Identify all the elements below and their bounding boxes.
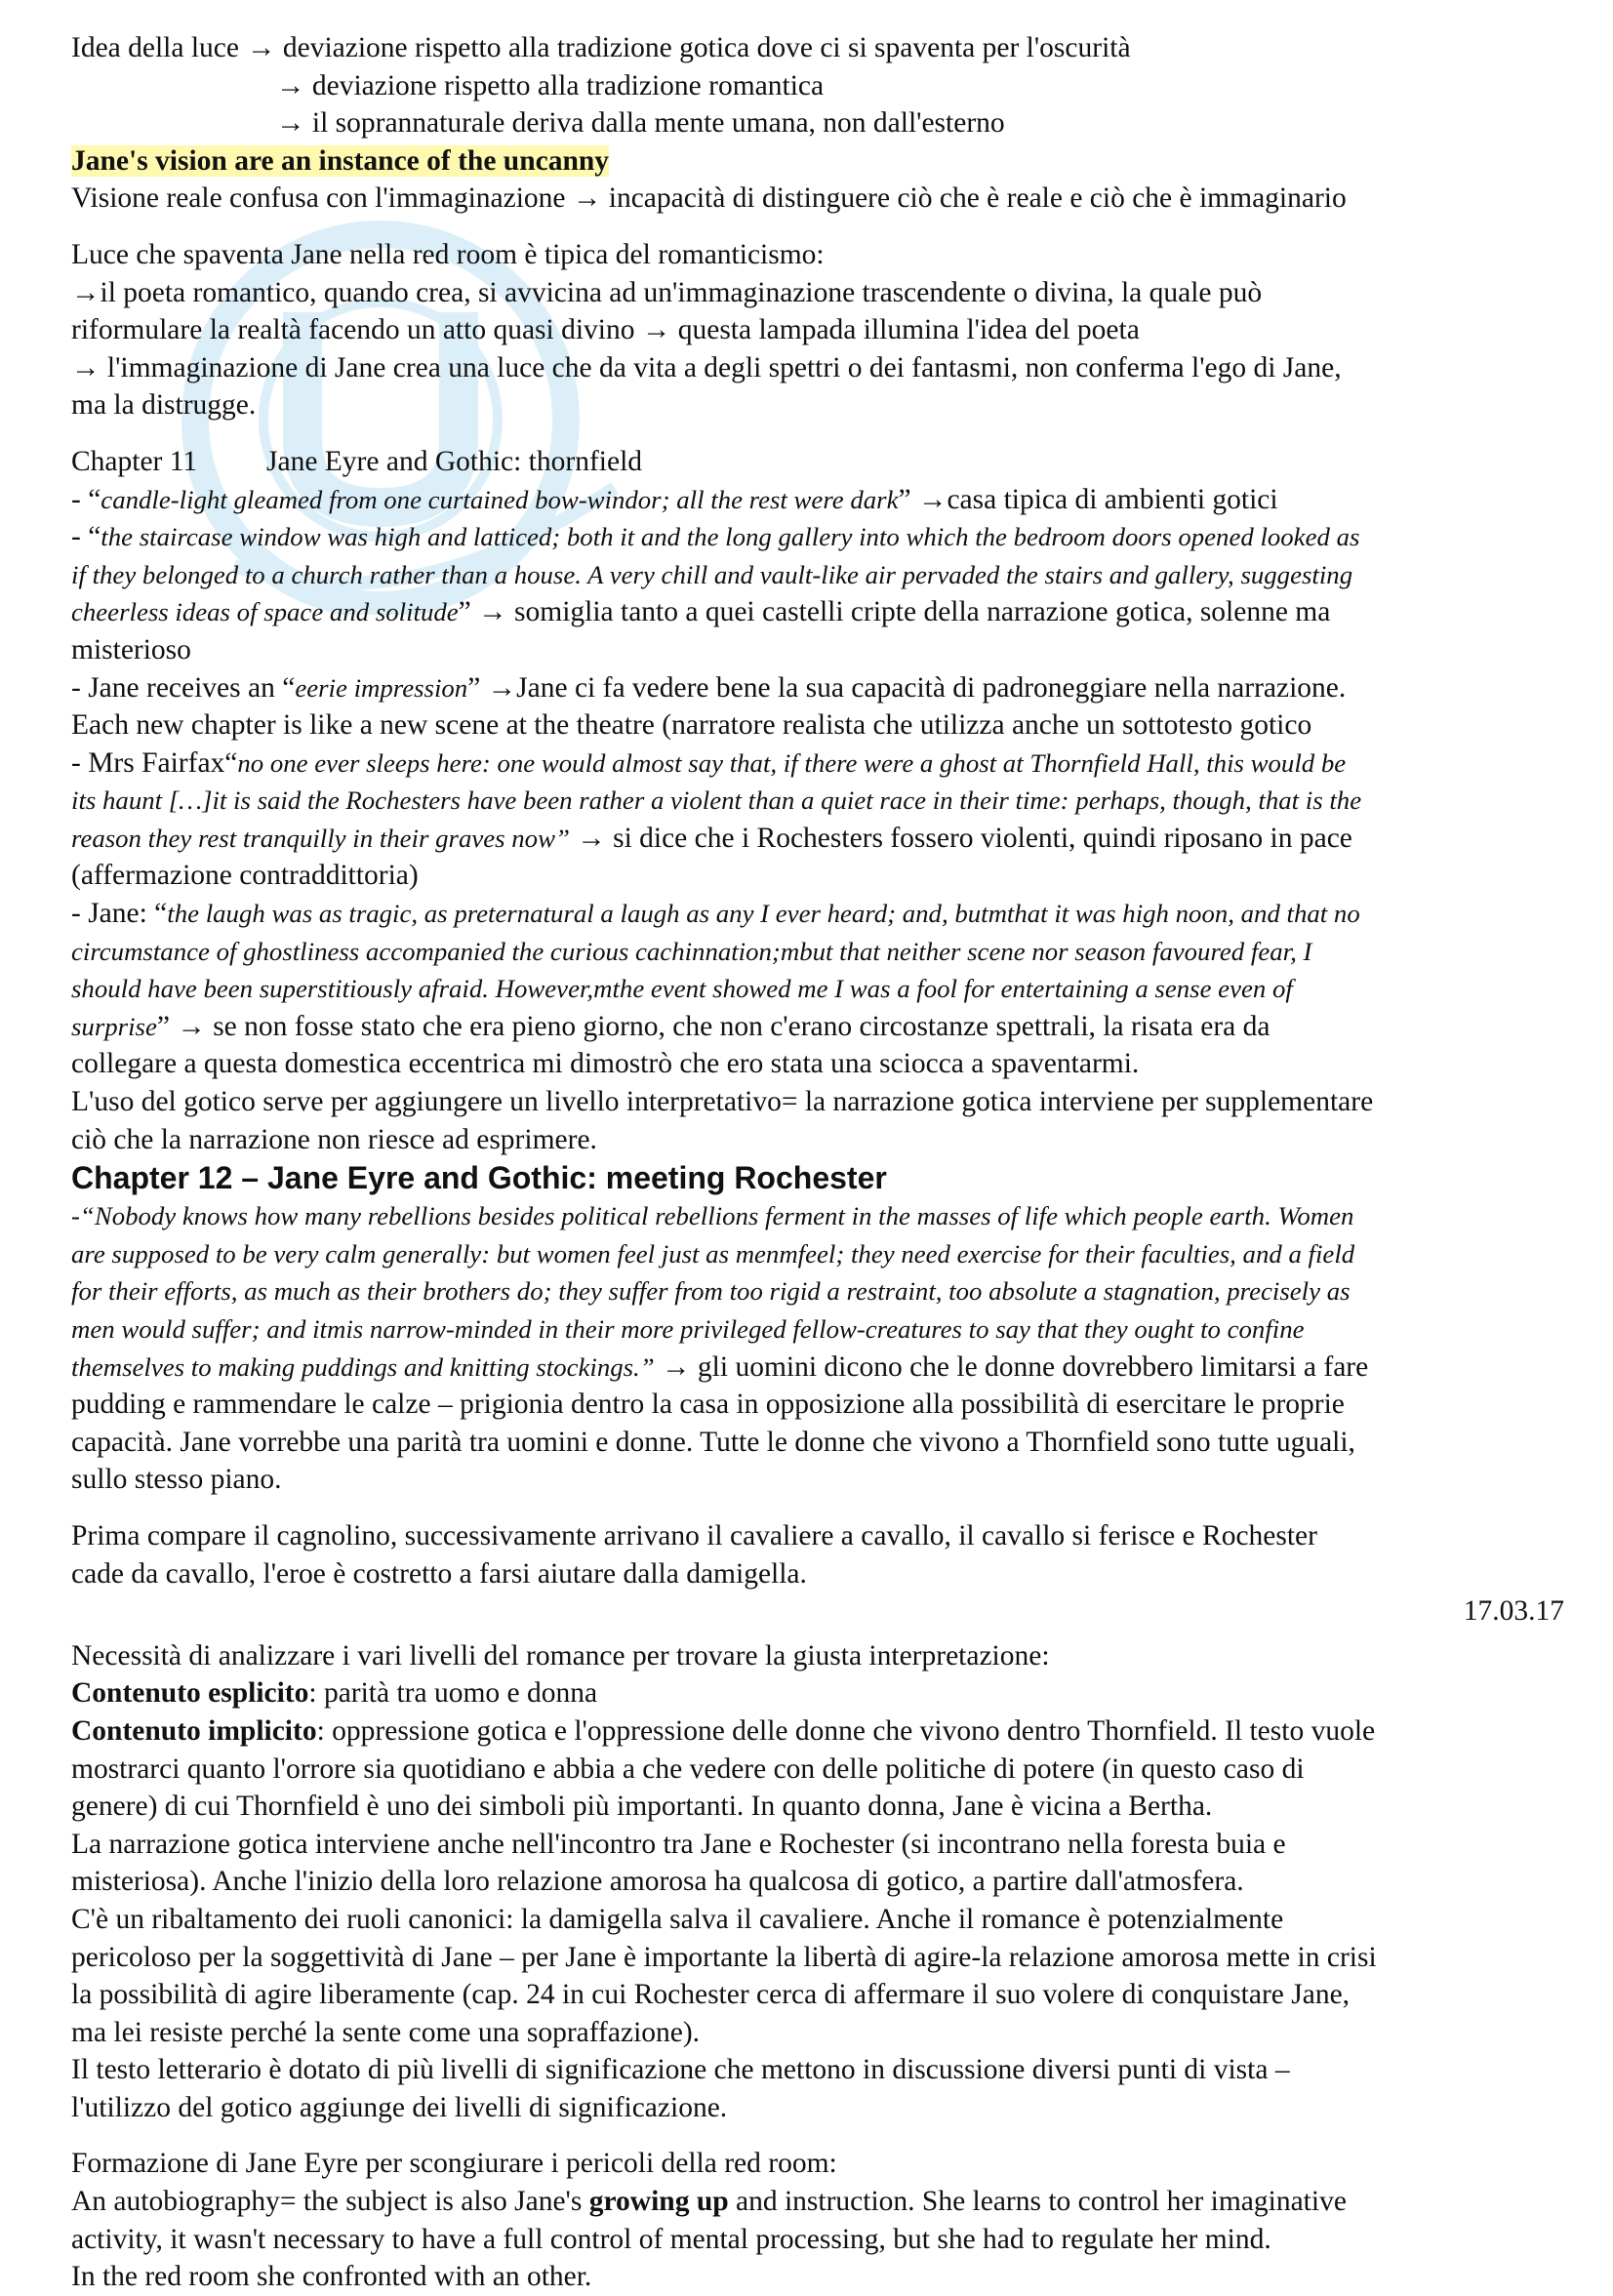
document-page xyxy=(71,29,1564,2296)
ch11-quote-1: - “candle-light gleamed from one curtained bow-windor; all the rest were dark” →casa tipica di ambienti gotici xyxy=(71,483,1278,515)
ch11-theatre-line: Each new chapter is like a new scene at the theatre (narratore realista che utilizza anche un sottotesto gotico xyxy=(71,709,1312,742)
levels-intro-line: Necessità di analizzare i vari livelli del romance per trovare la giusta interpretazione: xyxy=(71,1639,1050,1672)
romanticism-line-2: →il poeta romantico, quando crea, si avvicina ad un'immaginazione trascendente o divina, la quale può xyxy=(71,276,1263,308)
romanticism-line-5: ma la distrugge. xyxy=(71,389,257,422)
levels-line-5: genere) di cui Thornfield è uno dei simboli più importanti. In quanto donna, Jane è vicina a Bertha. xyxy=(71,1791,1213,1823)
light-idea-line: Idea della luce → deviazione rispetto alla tradizione gotica dove ci si spaventa per l'oscurità xyxy=(71,32,1131,63)
ch11-quote-2-line-4: misterioso xyxy=(71,633,191,665)
ch12-quote-line-4: men would suffer; and itmis narrow-minded in their more privileged fellow-creatures to say that they ought to confine xyxy=(71,1314,1305,1344)
ch11-quote-2-line-3: cheerless ideas of space and solitude” → somiglia tanto a quei castelli cripte della narrazione gotica, solenne ma xyxy=(71,596,1331,628)
levels-line-11: ma lei resiste perché la sente come una sopraffazione). xyxy=(71,2016,701,2048)
ch12-quote-line-3: for their efforts, as much as their brothers do; they suffer from too rigid a restraint, too absolute a stagnation, precisely as xyxy=(71,1276,1351,1307)
ch12-comment-line-2: capacità. Jane vorrebbe una parità tra uomini e donne. Tutte le donne che vivono a Thornfield sono tutte uguali, xyxy=(71,1426,1355,1458)
levels-line-8: C'è un ribaltamento dei ruoli canonici: la damigella salva il cavaliere. Anche il romance è potenzialmente xyxy=(71,1903,1284,1935)
ch11-jane-line-5: collegare a questa domestica eccentrica mi dimostrò che ero stata una sciocca a spaventarmi. xyxy=(71,1048,1140,1080)
ch11-fairfax-line-1: - Mrs Fairfax“no one ever sleeps here: one would almost say that, if there were a ghost at Thornfield Hall, this would be xyxy=(71,746,1347,779)
romanticism-line-1: Luce che spaventa Jane nella red room è tipica del romanticismo: xyxy=(71,238,825,270)
formation-line-3: activity, it wasn't necessary to have a full control of mental processing, but she had to regulate her mind. xyxy=(71,2223,1271,2255)
romanticism-line-3: riformulare la realtà facendo un atto quasi divino → questa lampada illumina l'idea del poeta xyxy=(71,314,1140,346)
lecture-date: 17.03.17 xyxy=(1463,1595,1564,1628)
light-idea-line-3: → il soprannaturale deriva dalla mente umana, non dall'esterno xyxy=(276,107,1005,140)
implicit-content-line: Contenuto implicito: oppressione gotica e l'oppressione delle donne che vivono dentro Thornfield. Il testo vuole xyxy=(71,1714,1376,1747)
formation-line-4: In the red room she confronted with an other. xyxy=(71,2261,592,2293)
ch11-fairfax-line-3: reason they rest tranquilly in their graves now” → si dice che i Rochesters fossero violenti, quindi riposano in pace xyxy=(71,822,1352,854)
ch12-plot-line-1: Prima compare il cagnolino, successivamente arrivano il cavaliere a cavallo, il cavallo si ferisce e Rochester xyxy=(71,1519,1317,1551)
ch11-gothic-line-1: L'uso del gotico serve per aggiungere un livello interpretativo= la narrazione gotica interviene per supplementare xyxy=(71,1086,1374,1118)
levels-line-10: la possibilità di agire liberamente (cap. 24 in cui Rochester cerca di affermare il suo volere di conquistare Jane, xyxy=(71,1979,1351,2011)
vision-line: Visione reale confusa con l'immaginazione → incapacità di distinguere ciò che è reale e ciò che è immaginario xyxy=(71,182,1347,215)
levels-line-7: misteriosa). Anche l'inizio della loro relazione amorosa ha qualcosa di gotico, a partire dall'atmosfera. xyxy=(71,1866,1244,1898)
ch11-jane-line-3: should have been superstitiously afraid. However,mthe event showed me I was a fool for entertaining a sense even of xyxy=(71,974,1293,1004)
ch11-jane-line-1: - Jane: “the laugh was as tragic, as preternatural a laugh as any I ever heard; and, butmthat it was high noon, and that no xyxy=(71,898,1360,930)
explicit-content-line: Contenuto esplicito: parità tra uomo e donna xyxy=(71,1677,598,1710)
ch11-jane-line-4: surprise” → se non fosse stato che era pieno giorno, che non c'erano circostanze spettrali, la risata era da xyxy=(71,1010,1270,1042)
light-idea-line-2: → deviazione rispetto alla tradizione romantica xyxy=(276,69,825,101)
romanticism-line-4: → l'immaginazione di Jane crea una luce che da vita a degli spettri o dei fantasmi, non conferma l'ego di Jane, xyxy=(71,351,1342,383)
ch11-fairfax-line-4: (affermazione contraddittoria) xyxy=(71,860,419,892)
ch12-quote-line-5: themselves to making puddings and knitting stockings.” → gli uomini dicono che le donne dovrebbero limitarsi a fare xyxy=(71,1350,1369,1383)
formation-line-2: An autobiography= the subject is also Jane's growing up and instruction. She learns to control her imaginative xyxy=(71,2186,1347,2218)
ch12-plot-line-2: cade da cavallo, l'eroe è costretto a farsi aiutare dalla damigella. xyxy=(71,1557,807,1590)
ch11-fairfax-line-2: its haunt […]it is said the Rochesters have been rather a violent than a quiet race in their time: perhaps, though, that is the xyxy=(71,785,1362,816)
ch11-quote-2-line-2: if they belonged to a church rather than a house. A very chill and vault-like air pervaded the stairs and gallery, suggesting xyxy=(71,559,1353,589)
ch12-comment-line-1: pudding e rammendare le calze – prigionia dentro la casa in opposizione alla possibilità di esercitare le proprie xyxy=(71,1389,1345,1421)
ch12-quote-line-1: -“Nobody knows how many rebellions besides political rebellions ferment in the masses of life which people earth. Women xyxy=(71,1201,1354,1231)
ch12-comment-line-3: sullo stesso piano. xyxy=(71,1464,282,1496)
levels-line-13: l'utilizzo del gotico aggiunge dei livelli di significazione. xyxy=(71,2091,728,2123)
levels-line-4: mostrarci quanto l'orrore sia quotidiano e abbia a che vedere con delle politiche di potere (in questo caso di xyxy=(71,1752,1305,1785)
chapter-11-heading: Chapter 11 Jane Eyre and Gothic: thornfield xyxy=(71,445,643,477)
ch11-gothic-line-2: ciò che la narrazione non riesce ad esprimere. xyxy=(71,1123,597,1155)
levels-line-6: La narrazione gotica interviene anche nell'incontro tra Jane e Rochester (si incontrano nella foresta buia e xyxy=(71,1828,1286,1860)
ch11-quote-2: - “the staircase window was high and latticed; both it and the long gallery into which the bedroom doors opened looked as xyxy=(71,521,1360,553)
ch12-quote-line-2: are supposed to be very calm generally: but women feel just as menmfeel; they need exercise for their faculties, and a field xyxy=(71,1238,1355,1269)
ch11-eerie-line: - Jane receives an “eerie impression” →Jane ci fa vedere bene la sua capacità di padroneggiare nella narrazione. xyxy=(71,671,1347,704)
ch11-jane-line-2: circumstance of ghostliness accompanied the curious cachinnation;mbut that neither scene nor season favoured fear, I xyxy=(71,936,1312,966)
formation-line-1: Formazione di Jane Eyre per scongiurare i pericoli della red room: xyxy=(71,2148,837,2180)
uncanny-heading: Jane's vision are an instance of the uncanny xyxy=(71,144,610,177)
levels-line-9: pericoloso per la soggettività di Jane – per Jane è importante la libertà di agire-la relazione amorosa mette in crisi xyxy=(71,1941,1377,1973)
levels-line-12: Il testo letterario è dotato di più livelli di significazione che mettono in discussione diversi punti di vista – xyxy=(71,2054,1290,2086)
chapter-12-heading: Chapter 12 – Jane Eyre and Gothic: meeting Rochester xyxy=(71,1160,887,1196)
